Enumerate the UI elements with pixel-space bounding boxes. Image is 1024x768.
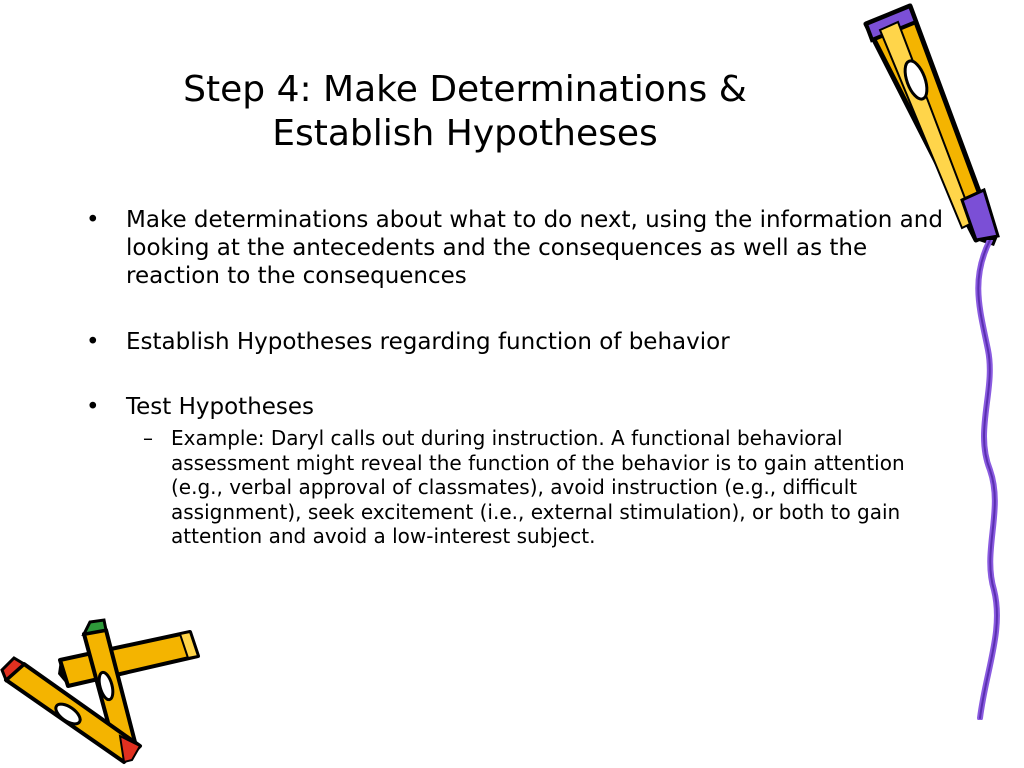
bullet-item xyxy=(86,393,946,421)
bullet-item xyxy=(86,206,946,290)
bullet-marker: • xyxy=(86,394,100,420)
sub-bullet-item xyxy=(86,426,946,549)
crossed-pencils-icon xyxy=(0,616,210,766)
bullet-marker: • xyxy=(86,329,100,355)
squiggle-line xyxy=(960,240,1010,720)
bullet-text: Test Hypotheses xyxy=(126,394,315,420)
bullet-text: Establish Hypotheses regarding function of behavior xyxy=(126,329,730,355)
bullet-marker: • xyxy=(86,207,100,233)
bullet-item xyxy=(86,328,946,356)
slide-title xyxy=(120,68,810,156)
bullet-text: Make determinations about what to do next, using the information and looking at the antecedents and the consequences as well as the reaction to the consequences xyxy=(126,207,943,289)
sub-bullet-marker: – xyxy=(143,426,153,450)
slide-body xyxy=(86,206,946,549)
title-line-2: Establish Hypotheses xyxy=(272,113,658,154)
sub-bullet-text: Example: Daryl calls out during instruction. A functional behavioral assessment might reveal the function of the behavior is to gain attention (e.g., verbal approval of classmates), avoid instruction (e.g., difficult assignment), seek excitement (i.e., external stimulation), or both to gain attention and avoid a low-interest subject. xyxy=(171,426,905,549)
pencil-icon xyxy=(858,0,1008,248)
title-line-1: Step 4: Make Determinations & xyxy=(183,69,747,110)
